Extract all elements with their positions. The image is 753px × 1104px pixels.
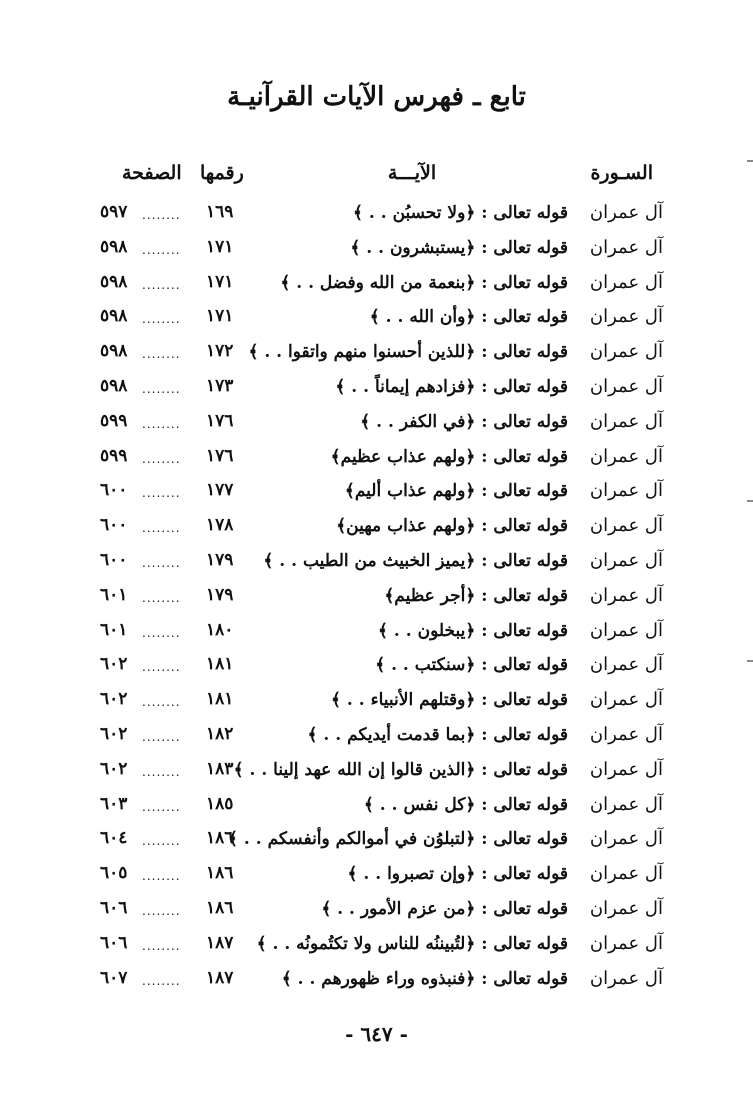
row-number: ١٧٧ — [206, 480, 234, 501]
row-sura: آل عمران — [589, 410, 663, 432]
row-leader-dots: ........ — [142, 555, 181, 570]
row-aya: قوله تعالى : ﴿للذين أحسنوا منهم واتقوا . . ﴾ — [248, 342, 568, 363]
row-sura: آل عمران — [589, 584, 663, 606]
table-row — [0, 337, 753, 372]
table-row — [0, 824, 753, 859]
row-leader-dots: ........ — [142, 660, 181, 675]
row-leader-dots: ........ — [142, 486, 181, 501]
row-page: ٦٠١ — [100, 619, 128, 640]
page-title: تابع ـ فهرس الآيات القرآنيـة — [227, 82, 526, 112]
row-sura: آل عمران — [589, 828, 663, 850]
row-sura: آل عمران — [589, 341, 663, 363]
header-number: رقمها — [200, 162, 244, 184]
row-aya: قوله تعالى : ﴿الذين قالوا إن الله عهد إلينا . . ﴾ — [233, 759, 568, 780]
table-row — [0, 407, 753, 442]
row-sura: آل عمران — [589, 654, 663, 676]
row-sura: آل عمران — [589, 932, 663, 954]
table-row — [0, 302, 753, 337]
row-number: ١٨٢ — [206, 723, 234, 744]
row-page: ٦٠٠ — [100, 515, 128, 536]
row-leader-dots: ........ — [142, 242, 181, 257]
table-row — [0, 929, 753, 964]
table-row — [0, 720, 753, 755]
row-aya: قوله تعالى : ﴿وإن تصبروا . . ﴾ — [347, 864, 568, 885]
row-aya: قوله تعالى : ﴿بما قدمت أيديكم . . ﴾ — [307, 724, 568, 745]
row-leader-dots: ........ — [142, 208, 181, 222]
row-page: ٦٠٦ — [100, 897, 128, 918]
row-page: ٦٠٢ — [100, 758, 128, 779]
row-number: ١٨٣ — [206, 758, 234, 779]
row-number: ١٨٧ — [206, 967, 234, 988]
row-sura: آل عمران — [589, 758, 663, 780]
row-sura: آل عمران — [589, 515, 663, 537]
row-number: ١٧٦ — [206, 410, 234, 431]
row-leader-dots: ........ — [142, 834, 181, 849]
row-sura: آل عمران — [589, 549, 663, 571]
row-aya: قوله تعالى : ﴿سنكتب . . ﴾ — [375, 655, 568, 676]
row-sura: آل عمران — [589, 863, 663, 885]
row-aya: قوله تعالى : ﴿لتُبيننُه للناس ولا تكتُمونُه . . ﴾ — [256, 933, 568, 954]
row-sura: آل عمران — [589, 445, 663, 467]
header-sura: السـورة — [590, 162, 653, 184]
row-aya: قوله تعالى : ﴿يميز الخبيث من الطيب . . ﴾ — [263, 550, 568, 571]
row-sura: آل عمران — [589, 375, 663, 397]
row-page: ٦٠٢ — [100, 654, 128, 675]
table-row — [0, 859, 753, 894]
table-row — [0, 233, 753, 268]
row-page: ٦٠٤ — [100, 828, 128, 849]
row-number: ١٨٧ — [206, 932, 234, 953]
row-leader-dots: ........ — [142, 625, 181, 640]
row-number: ١٧٦ — [206, 445, 234, 466]
row-aya: قوله تعالى : ﴿ولهم عذاب مهين﴾ — [336, 516, 568, 537]
row-aya: قوله تعالى : ﴿وأن الله . . ﴾ — [369, 307, 568, 328]
row-page: ٦٠٠ — [100, 480, 128, 501]
row-leader-dots: ........ — [142, 695, 181, 710]
page-number: - ٦٤٧ - — [345, 1022, 408, 1046]
row-sura: آل عمران — [589, 619, 663, 641]
table-row — [0, 372, 753, 407]
row-leader-dots: ........ — [142, 869, 181, 884]
row-leader-dots: ........ — [142, 277, 181, 292]
table-row — [0, 964, 753, 999]
table-row — [0, 616, 753, 651]
row-page: ٦٠٣ — [100, 793, 128, 814]
row-aya: قوله تعالى : ﴿فزادهم إيماناً . . ﴾ — [335, 376, 568, 397]
row-number: ١٨٠ — [206, 619, 234, 640]
row-number: ١٨١ — [206, 689, 234, 710]
table-row — [0, 511, 753, 546]
row-leader-dots: ........ — [142, 347, 181, 362]
row-number: ١٨٦ — [206, 863, 234, 884]
row-page: ٥٩٧ — [100, 202, 128, 222]
row-sura: آل عمران — [589, 480, 663, 502]
table-row — [0, 268, 753, 303]
row-leader-dots: ........ — [142, 764, 181, 779]
row-page: ٦٠١ — [100, 584, 128, 605]
page-edge-mark — [747, 160, 753, 162]
table-row — [0, 894, 753, 929]
row-page: ٥٩٨ — [100, 236, 128, 257]
row-sura: آل عمران — [589, 306, 663, 328]
index-table — [0, 198, 753, 998]
row-leader-dots: ........ — [142, 521, 181, 536]
row-aya: قوله تعالى : ﴿فنبذوه وراء ظهورهم . . ﴾ — [281, 968, 568, 989]
row-sura: آل عمران — [589, 897, 663, 919]
table-row — [0, 755, 753, 790]
table-row — [0, 685, 753, 720]
table-row — [0, 476, 753, 511]
row-sura: آل عمران — [589, 967, 663, 989]
row-number: ١٨١ — [206, 654, 234, 675]
row-aya: قوله تعالى : ﴿أجر عظيم﴾ — [384, 585, 568, 606]
row-page: ٥٩٩ — [100, 410, 128, 431]
row-leader-dots: ........ — [142, 416, 181, 431]
row-sura: آل عمران — [589, 271, 663, 293]
row-number: ١٧٨ — [206, 515, 234, 536]
row-aya: قوله تعالى : ﴿وقتلهم الأنبياء . . ﴾ — [331, 690, 568, 711]
row-number: ١٧١ — [206, 236, 234, 257]
row-page: ٦٠٥ — [100, 863, 128, 884]
row-number: ١٧٢ — [206, 341, 234, 362]
page-edge-mark — [747, 500, 753, 502]
row-aya: قوله تعالى : ﴿بنعمة من الله وفضل . . ﴾ — [280, 272, 568, 293]
table-row — [0, 442, 753, 477]
row-leader-dots: ........ — [142, 590, 181, 605]
row-leader-dots: ........ — [142, 381, 181, 396]
row-aya: قوله تعالى : ﴿لتبلوُن في أموالكم وأنفسكم . . ﴾ — [228, 829, 568, 850]
row-page: ٥٩٨ — [100, 341, 128, 362]
row-leader-dots: ........ — [142, 451, 181, 466]
row-page: ٥٩٩ — [100, 445, 128, 466]
row-leader-dots: ........ — [142, 973, 181, 988]
row-sura: آل عمران — [589, 236, 663, 258]
table-row — [0, 650, 753, 685]
row-number: ١٨٥ — [206, 793, 234, 814]
table-row — [0, 581, 753, 616]
row-number: ١٧٣ — [206, 375, 234, 396]
row-page: ٦٠٢ — [100, 723, 128, 744]
row-aya: قوله تعالى : ﴿يستبشرون . . ﴾ — [350, 237, 568, 258]
row-page: ٦٠٧ — [100, 967, 128, 988]
row-page: ٦٠٢ — [100, 689, 128, 710]
row-sura: آل عمران — [589, 723, 663, 745]
header-aya: الآيـــة — [387, 162, 437, 184]
row-number: ١٧٩ — [206, 549, 234, 570]
row-aya: قوله تعالى : ﴿في الكفر . . ﴾ — [360, 411, 568, 432]
row-leader-dots: ........ — [142, 312, 181, 327]
row-leader-dots: ........ — [142, 903, 181, 918]
row-sura: آل عمران — [589, 793, 663, 815]
table-row — [0, 198, 753, 233]
table-row — [0, 546, 753, 581]
header-page: الصفحة — [122, 162, 182, 184]
row-page: ٥٩٨ — [100, 375, 128, 396]
row-sura: آل عمران — [589, 689, 663, 711]
row-page: ٥٩٨ — [100, 271, 128, 292]
table-row — [0, 790, 753, 825]
row-aya: قوله تعالى : ﴿ولا تحسبُن . . ﴾ — [353, 203, 568, 223]
row-aya: قوله تعالى : ﴿كل نفس . . ﴾ — [363, 794, 568, 815]
row-aya: قوله تعالى : ﴿ولهم عذاب أليم﴾ — [344, 481, 568, 502]
page-edge-mark — [747, 660, 753, 662]
row-leader-dots: ........ — [142, 729, 181, 744]
row-leader-dots: ........ — [142, 799, 181, 814]
row-number: ١٧١ — [206, 306, 234, 327]
row-aya: قوله تعالى : ﴿من عزم الأمور . . ﴾ — [321, 898, 568, 919]
row-number: ١٨٦ — [206, 897, 234, 918]
row-number: ١٦٩ — [206, 202, 234, 222]
row-number: ١٨٦ — [206, 828, 234, 849]
row-page: ٥٩٨ — [100, 306, 128, 327]
row-page: ٦٠٦ — [100, 932, 128, 953]
row-page: ٦٠٠ — [100, 549, 128, 570]
row-leader-dots: ........ — [142, 938, 181, 953]
row-aya: قوله تعالى : ﴿ولهم عذاب عظيم﴾ — [330, 446, 568, 467]
row-number: ١٧٩ — [206, 584, 234, 605]
row-number: ١٧١ — [206, 271, 234, 292]
row-sura: آل عمران — [589, 202, 663, 223]
row-aya: قوله تعالى : ﴿يبخلون . . ﴾ — [378, 620, 568, 641]
